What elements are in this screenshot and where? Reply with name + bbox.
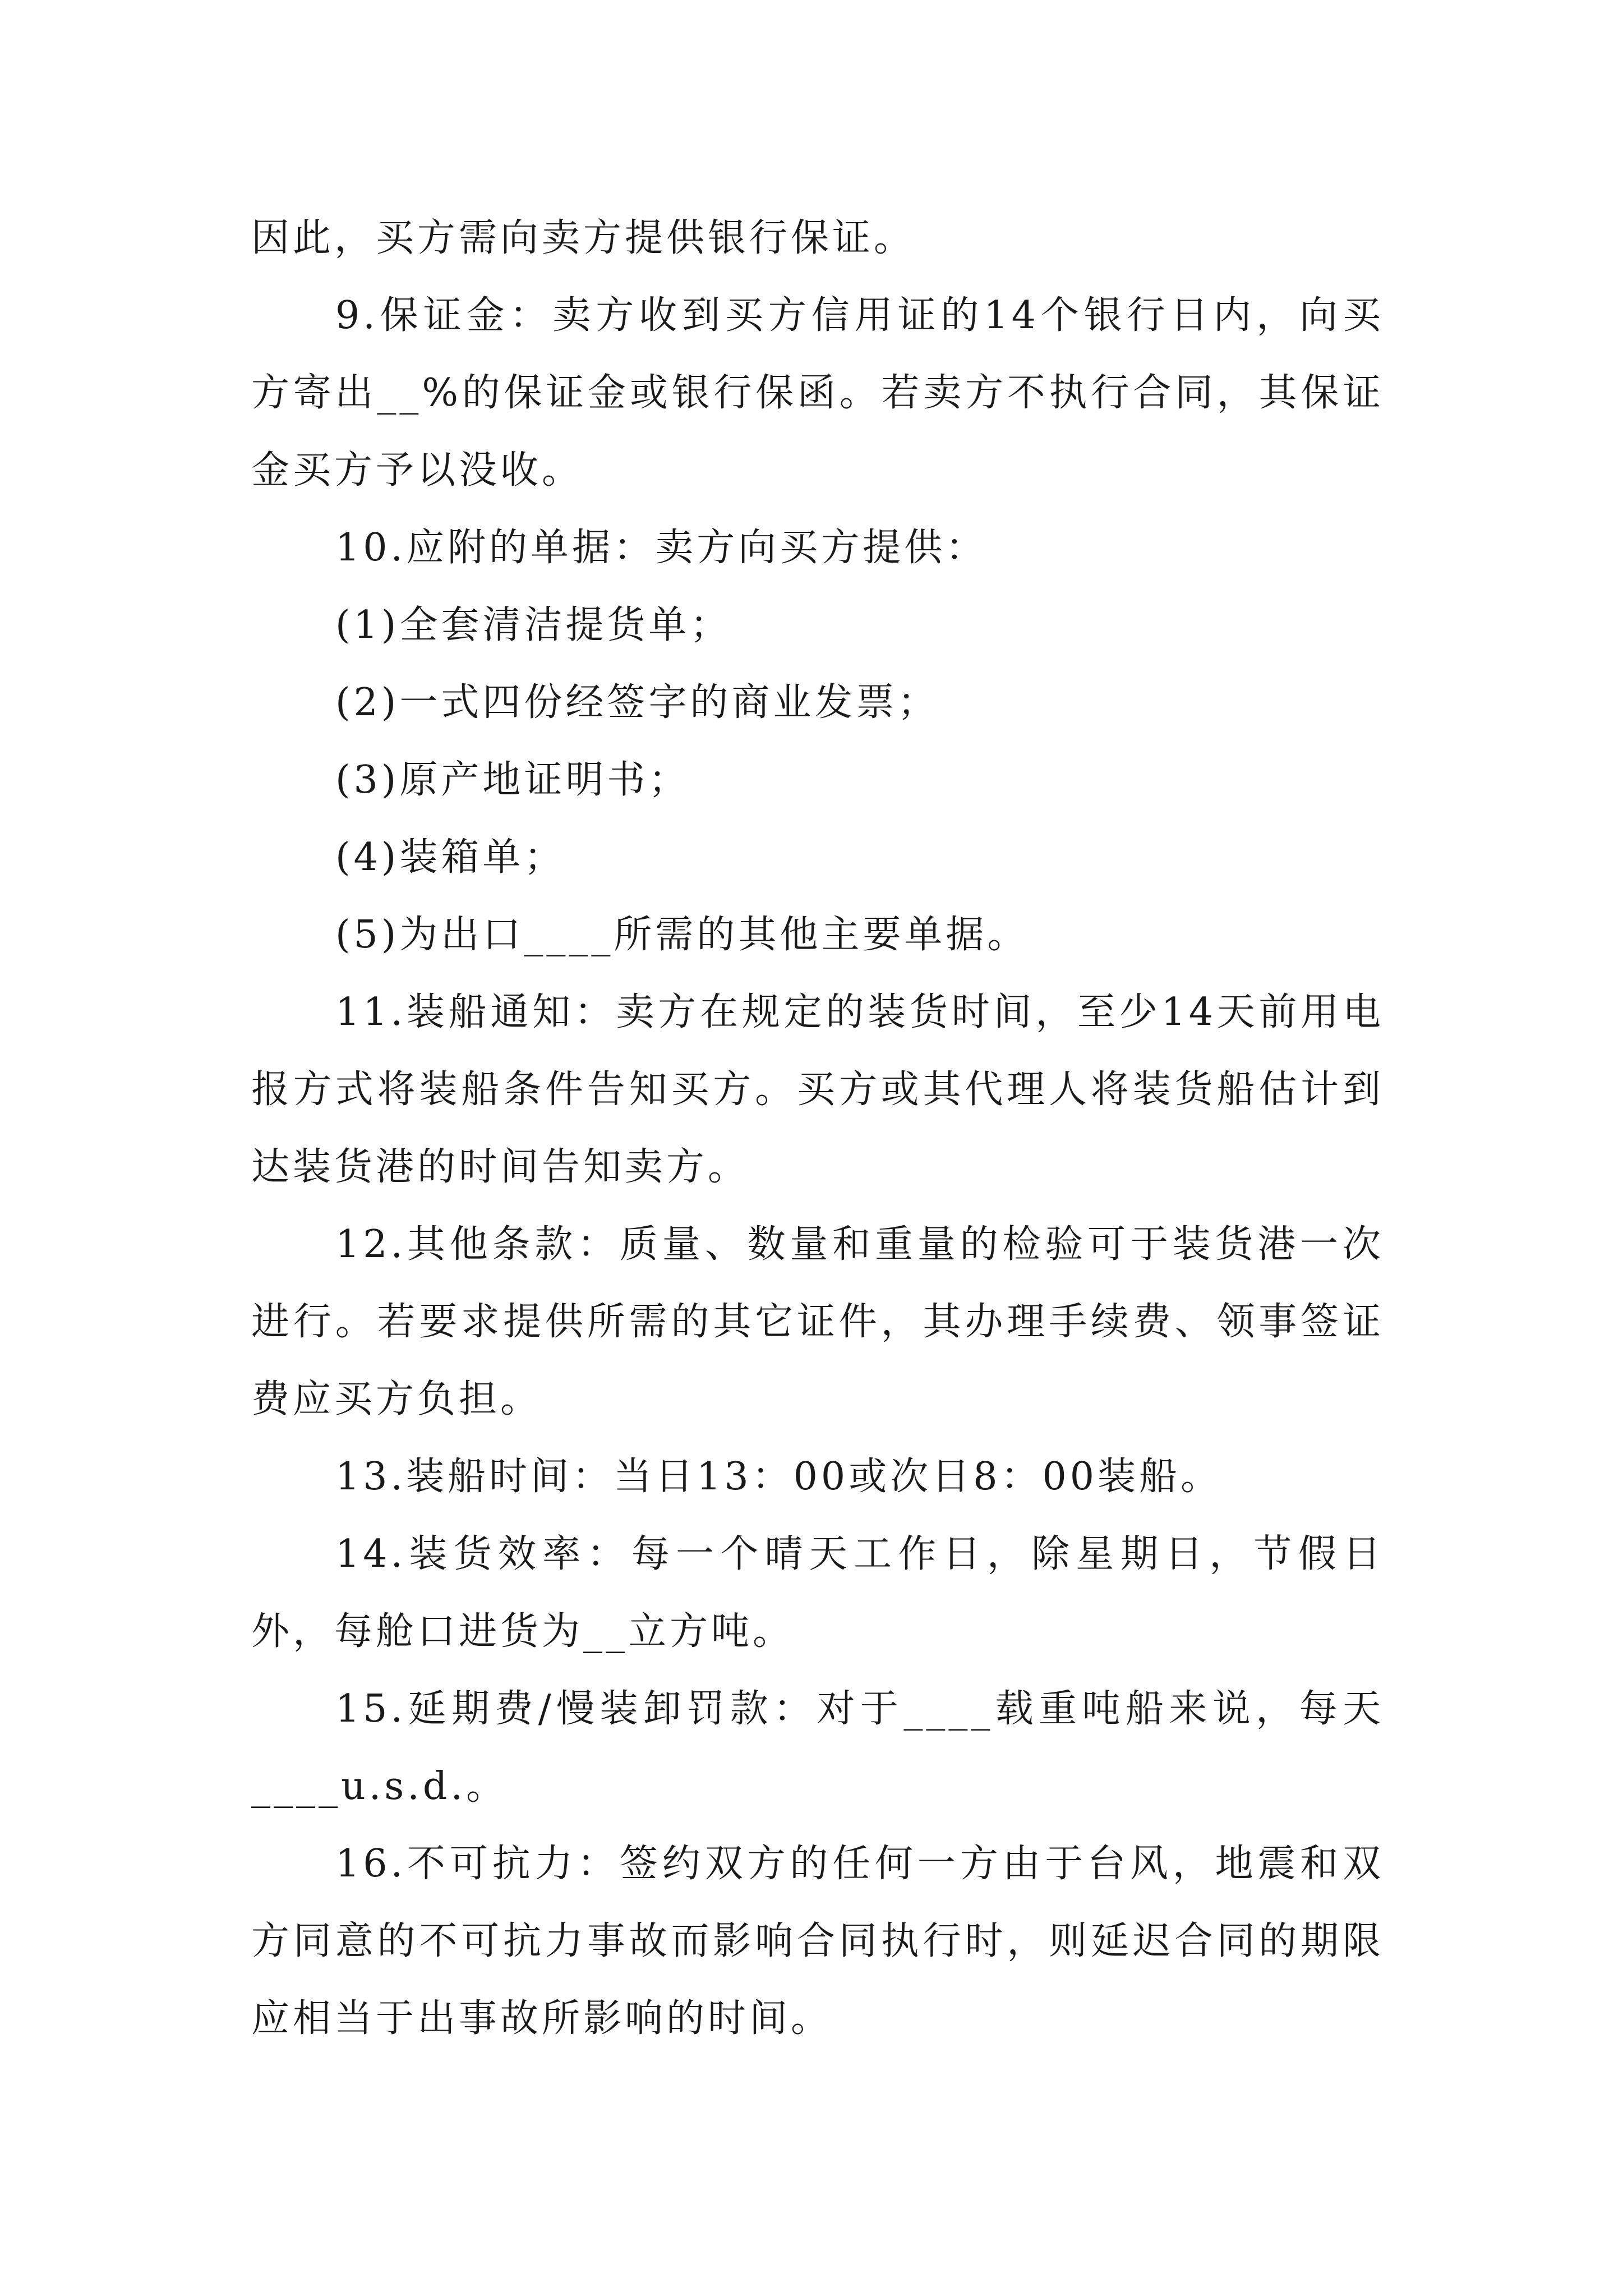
list-item-packing-list: (4)装箱单； [335, 835, 566, 880]
paragraph-bank-guarantee: 因此，买方需向卖方提供银行保证。 [251, 216, 916, 260]
paragraph-demurrage: 15.延期费/慢装卸罚款：对于____载重吨船来说，每天____u.s.d.。 [251, 1687, 1384, 1809]
list-item-certificate-of-origin: (3)原产地证明书； [335, 758, 690, 802]
list-item-other-documents: (5)为出口____所需的其他主要单据。 [335, 913, 1029, 957]
list-item-bill-of-lading: (1)全套清洁提货单； [335, 603, 732, 647]
paragraph-other-terms: 12.其他条款：质量、数量和重量的检验可于装货港一次进行。若要求提供所需的其它证件，其办理手续费、领事签证费应买方负担。 [251, 1222, 1384, 1421]
paragraph-attached-documents: 10.应附的单据：卖方向买方提供： [335, 526, 988, 570]
paragraph-shipping-time: 13.装船时间：当日13：00或次日8：00装船。 [335, 1455, 1222, 1499]
document-body [251, 200, 1384, 2058]
list-item-commercial-invoice: (2)一式四份经签字的商业发票； [335, 680, 939, 725]
paragraph-loading-efficiency: 14.装货效率：每一个晴天工作日，除星期日，节假日外，每舱口进货为__立方吨。 [251, 1532, 1384, 1654]
paragraph-shipping-notice: 11.装船通知：卖方在规定的装货时间，至少14天前用电报方式将装船条件告知买方。买方或其代理人将装货船估计到达装货港的时间告知卖方。 [251, 990, 1384, 1189]
paragraph-force-majeure: 16.不可抗力：签约双方的任何一方由于台风，地震和双方同意的不可抗力事故而影响合同执行时，则延迟合同的期限应相当于出事故所影响的时间。 [251, 1842, 1384, 2041]
paragraph-deposit: 9.保证金：卖方收到买方信用证的14个银行日内，向买方寄出__%的保证金或银行保函。若卖方不执行合同，其保证金买方予以没收。 [251, 293, 1384, 493]
